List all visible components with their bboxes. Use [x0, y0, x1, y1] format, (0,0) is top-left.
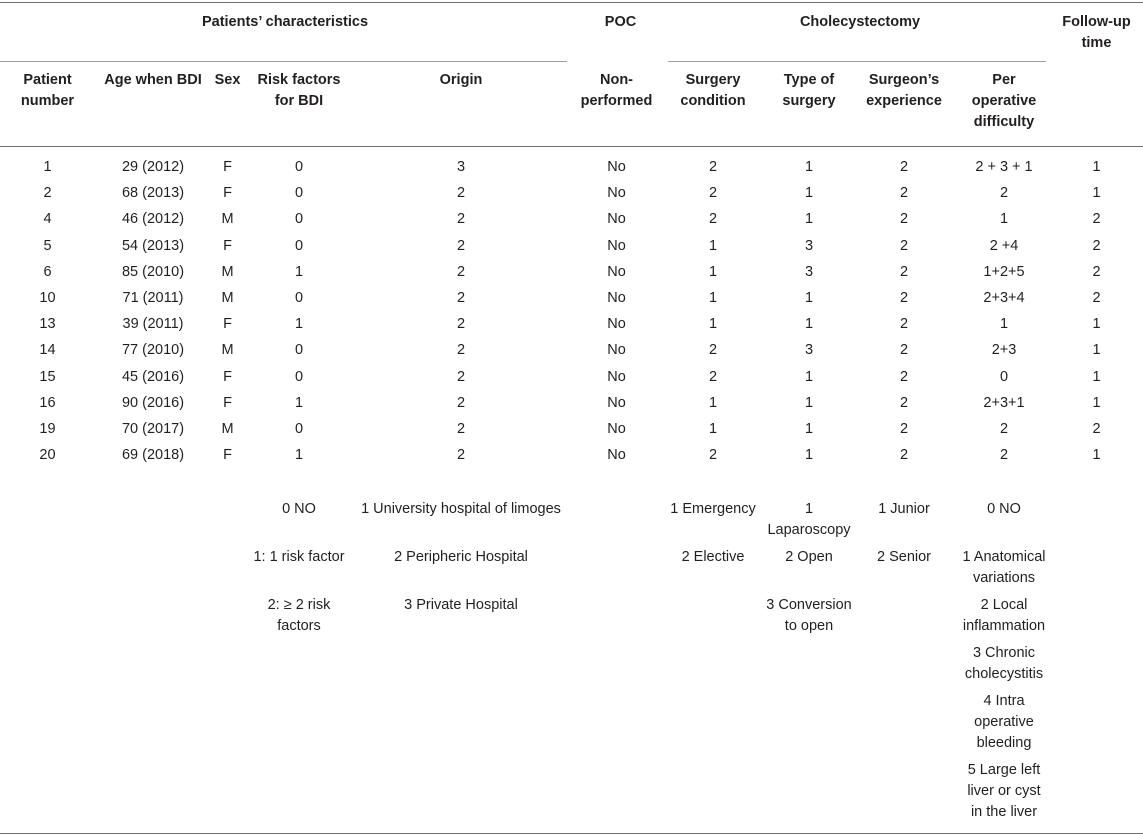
risk-factors-cell: 0 — [294, 237, 304, 254]
age-cell: 45 (2016) — [121, 368, 185, 385]
risk-factors-cell: 1 — [294, 447, 304, 464]
header-line: Patient — [23, 72, 72, 88]
legend-line: 1 — [804, 501, 814, 517]
follow-up-cell: 1 — [1092, 447, 1101, 464]
legend-origin-item — [353, 499, 569, 520]
surgeons-experience-cell: 2 — [899, 342, 909, 359]
surgeons-experience-cell: 2 — [899, 421, 909, 437]
patient-number-cell: 2 — [43, 185, 52, 202]
surgery-condition-cell: 2 — [708, 185, 718, 202]
type-of-surgery-cell: 1 — [804, 421, 814, 437]
surgeons-experience-cell: 2 — [899, 237, 909, 254]
legend-line: 2: ≥ 2 risk — [267, 597, 331, 613]
legend-condition-item — [664, 547, 762, 568]
difficulty-cell: 2 — [999, 185, 1009, 202]
legend-line: liver or cyst — [967, 783, 1041, 799]
risk-factors-cell: 1 — [294, 394, 304, 411]
follow-up-cell: 1 — [1092, 368, 1101, 385]
sex-cell: F — [223, 316, 232, 333]
patient-number-cell: 4 — [43, 211, 52, 228]
header-line: for BDI — [274, 93, 324, 109]
age-cell: 68 (2013) — [121, 185, 185, 202]
age-cell: 29 (2012) — [121, 159, 185, 175]
risk-factors-cell: 1 — [294, 316, 304, 333]
legend-condition-item — [664, 499, 762, 520]
age-cell: 90 (2016) — [121, 394, 185, 411]
surgery-condition-cell: 2 — [708, 211, 718, 228]
legend-line: 2 Peripheric Hospital — [394, 549, 528, 565]
poc-cell: No — [607, 211, 626, 228]
legend-origin-item — [353, 547, 569, 568]
type-of-surgery-cell: 1 — [804, 368, 814, 385]
header-line: Type of — [783, 72, 835, 88]
header-sex — [210, 70, 245, 91]
legend-line: operative — [974, 714, 1034, 730]
surgeons-experience-cell: 2 — [899, 394, 909, 411]
difficulty-cell: 2 +4 — [989, 237, 1019, 254]
legend-line: 1 Emergency — [670, 501, 756, 517]
header-bottom-rule — [0, 146, 1143, 147]
header-surgery-condition — [664, 70, 762, 112]
surgery-condition-cell: 1 — [708, 263, 718, 280]
risk-factors-cell: 0 — [294, 290, 304, 306]
difficulty-cell: 2+3+1 — [983, 394, 1025, 411]
follow-up-cell: 1 — [1092, 316, 1101, 333]
legend-line: in the liver — [970, 804, 1038, 820]
sex-cell: F — [223, 237, 232, 254]
poc-cell: No — [607, 421, 626, 437]
surgery-condition-cell: 2 — [708, 368, 718, 385]
sex-cell: M — [221, 290, 234, 306]
risk-factors-cell: 0 — [294, 368, 304, 385]
origin-cell: 2 — [456, 211, 466, 228]
risk-factors-cell: 0 — [294, 342, 304, 359]
legend-line: cholecystitis — [964, 666, 1044, 682]
difficulty-cell: 2 + 3 + 1 — [975, 159, 1033, 175]
legend-line: 1 Junior — [878, 501, 930, 517]
age-cell: 70 (2017) — [121, 421, 185, 437]
legend-line: 3 Conversion — [766, 597, 852, 613]
type-of-surgery-cell: 1 — [804, 211, 814, 228]
age-cell: 54 (2013) — [121, 237, 185, 254]
legend-line: 2 Local — [980, 597, 1028, 613]
risk-factors-cell: 0 — [294, 185, 304, 202]
difficulty-cell: 0 — [999, 368, 1009, 385]
legend-difficulty-item — [952, 760, 1056, 823]
follow-up-cell: 1 — [1092, 159, 1101, 175]
risk-factors-cell: 0 — [294, 421, 304, 437]
patients-group-underline — [0, 61, 567, 62]
poc-cell: No — [607, 316, 626, 333]
legend-type-item — [756, 595, 862, 637]
header-line: number — [20, 93, 75, 109]
origin-cell: 2 — [456, 394, 466, 411]
type-of-surgery-cell: 1 — [804, 447, 814, 464]
surgeons-experience-cell: 2 — [899, 368, 909, 385]
legend-line: 3 Chronic — [972, 645, 1036, 661]
legend-difficulty-item — [952, 547, 1056, 589]
header-origin — [353, 70, 569, 91]
type-of-surgery-cell: 3 — [804, 237, 814, 254]
legend-line: 2 Open — [785, 549, 833, 565]
legend-line: 2 Elective — [681, 549, 745, 565]
legend-line: bleeding — [976, 735, 1032, 751]
difficulty-cell: 1 — [999, 211, 1009, 228]
legend-experience-item — [856, 547, 952, 568]
surgery-condition-cell: 1 — [708, 394, 718, 411]
header-line: Surgery — [685, 72, 741, 88]
sex-cell: F — [223, 394, 232, 411]
difficulty-cell: 2 — [999, 421, 1009, 437]
surgery-condition-cell: 2 — [708, 342, 718, 359]
difficulty-cell: 1 — [999, 316, 1009, 333]
header-line: Sex — [214, 72, 241, 88]
patient-number-cell: 19 — [39, 421, 56, 437]
origin-cell: 2 — [456, 290, 466, 306]
header-per-operative-difficulty — [952, 70, 1056, 133]
age-cell: 39 (2011) — [122, 316, 184, 333]
difficulty-cell: 2 — [999, 447, 1009, 464]
sex-cell: M — [221, 342, 234, 359]
difficulty-cell: 1+2+5 — [983, 263, 1025, 280]
surgery-condition-cell: 2 — [708, 159, 718, 175]
follow-up-cell: 2 — [1092, 237, 1101, 254]
legend-line: 2 Senior — [876, 549, 931, 565]
legend-origin-item — [353, 595, 569, 616]
legend-line: 3 Private Hospital — [404, 597, 518, 613]
header-line: surgery — [782, 93, 836, 109]
patient-number-cell: 15 — [39, 368, 56, 385]
poc-cell: No — [607, 368, 626, 385]
header-line: Risk factors — [257, 72, 341, 88]
risk-factors-cell: 0 — [294, 211, 304, 228]
surgeons-experience-cell: 2 — [899, 263, 909, 280]
sex-cell: F — [223, 368, 232, 385]
sex-cell: M — [221, 211, 234, 228]
header-line: Age when BDI — [104, 72, 202, 88]
legend-type-item — [756, 499, 862, 541]
surgery-condition-cell: 2 — [708, 447, 718, 464]
legend-line: Laparoscopy — [767, 522, 851, 538]
header-follow-up-line: time — [1081, 35, 1112, 51]
legend-difficulty-item — [952, 691, 1056, 754]
legend-line: variations — [972, 570, 1036, 586]
follow-up-cell: 1 — [1092, 185, 1101, 202]
legend-line: 1: 1 risk factor — [253, 549, 345, 565]
header-line: Per — [992, 72, 1016, 88]
age-cell: 77 (2010) — [121, 342, 185, 359]
sex-cell: F — [223, 185, 232, 202]
header-follow-up-line: Follow-up — [1062, 14, 1131, 30]
surgeons-experience-cell: 2 — [899, 447, 909, 464]
group-poc: POC — [604, 14, 637, 30]
header-line: experience — [866, 93, 942, 109]
origin-cell: 2 — [456, 263, 466, 280]
sex-cell: M — [221, 421, 234, 437]
origin-cell: 2 — [456, 447, 466, 464]
legend-difficulty-item — [952, 595, 1056, 637]
age-cell: 69 (2018) — [121, 447, 185, 464]
risk-factors-cell: 0 — [294, 159, 304, 175]
header-line: Non- — [599, 72, 633, 88]
surgery-condition-cell: 1 — [708, 421, 718, 437]
surgeons-experience-cell: 2 — [899, 211, 909, 228]
origin-cell: 3 — [456, 159, 466, 175]
surgeons-experience-cell: 2 — [899, 316, 909, 333]
surgeons-experience-cell: 2 — [899, 159, 909, 175]
header-risk-factors — [245, 70, 353, 112]
sex-cell: M — [221, 263, 234, 280]
age-cell: 46 (2012) — [121, 211, 185, 228]
header-line: operative — [971, 93, 1037, 109]
cholecystectomy-group-underline — [668, 61, 1046, 62]
origin-cell: 2 — [456, 237, 466, 254]
origin-cell: 2 — [456, 421, 466, 437]
header-line: performed — [580, 93, 653, 109]
follow-up-cell: 2 — [1092, 421, 1101, 437]
poc-cell: No — [607, 159, 626, 175]
origin-cell: 2 — [456, 368, 466, 385]
legend-line: 0 NO — [282, 501, 316, 517]
header-line: difficulty — [973, 114, 1035, 130]
patient-number-cell: 6 — [43, 263, 52, 280]
origin-cell: 2 — [456, 185, 466, 202]
patient-number-cell: 1 — [43, 159, 52, 175]
difficulty-cell: 2+3+4 — [983, 290, 1025, 306]
legend-line: 5 Large left — [967, 762, 1041, 778]
legend-difficulty-item — [952, 643, 1056, 685]
poc-cell: No — [607, 342, 626, 359]
surgeons-experience-cell: 2 — [899, 290, 909, 306]
legend-risk-item — [245, 547, 353, 568]
type-of-surgery-cell: 1 — [804, 290, 814, 306]
header-patient-number — [0, 70, 95, 112]
patient-number-cell: 14 — [39, 342, 56, 359]
group-cholecystectomy: Cholecystectomy — [799, 14, 921, 30]
poc-cell: No — [607, 394, 626, 411]
table-bottom-rule — [0, 833, 1143, 834]
legend-line: factors — [277, 618, 321, 634]
legend-risk-item — [245, 499, 353, 520]
type-of-surgery-cell: 1 — [804, 394, 814, 411]
header-line: condition — [680, 93, 746, 109]
risk-factors-cell: 1 — [294, 263, 304, 280]
patient-number-cell: 13 — [39, 316, 56, 333]
header-line: Origin — [439, 72, 483, 88]
poc-cell: No — [607, 263, 626, 280]
follow-up-cell: 1 — [1092, 342, 1101, 359]
patient-number-cell: 16 — [39, 394, 56, 411]
type-of-surgery-cell: 1 — [804, 159, 814, 175]
surgery-condition-cell: 1 — [708, 237, 718, 254]
surgery-condition-cell: 1 — [708, 290, 718, 306]
age-cell: 71 (2011) — [122, 290, 184, 306]
header-poc-non-performed — [569, 70, 664, 112]
legend-difficulty-item — [952, 499, 1056, 520]
type-of-surgery-cell: 1 — [804, 185, 814, 202]
follow-up-cell: 1 — [1092, 394, 1101, 411]
age-cell: 85 (2010) — [121, 263, 185, 280]
poc-cell: No — [607, 290, 626, 306]
legend-line: 1 Anatomical — [962, 549, 1046, 565]
difficulty-cell: 2+3 — [991, 342, 1017, 359]
patient-number-cell: 10 — [39, 290, 56, 306]
header-follow-up-time — [1050, 12, 1143, 54]
type-of-surgery-cell: 3 — [804, 263, 814, 280]
header-age — [96, 70, 210, 91]
follow-up-cell: 2 — [1092, 211, 1101, 228]
legend-type-item — [756, 547, 862, 568]
poc-cell: No — [607, 237, 626, 254]
poc-cell: No — [607, 447, 626, 464]
type-of-surgery-cell: 1 — [804, 316, 814, 333]
patient-number-cell: 5 — [43, 237, 52, 254]
origin-cell: 2 — [456, 316, 466, 333]
header-type-of-surgery — [762, 70, 856, 112]
poc-cell: No — [607, 185, 626, 202]
follow-up-cell: 2 — [1092, 263, 1101, 280]
surgeons-experience-cell: 2 — [899, 185, 909, 202]
legend-line: to open — [784, 618, 834, 634]
legend-risk-item — [245, 595, 353, 637]
follow-up-cell: 2 — [1092, 290, 1101, 306]
header-line: Surgeon’s — [868, 72, 940, 88]
legend-line: inflammation — [962, 618, 1046, 634]
legend-line: 4 Intra — [983, 693, 1025, 709]
header-surgeons-experience — [856, 70, 952, 112]
origin-cell: 2 — [456, 342, 466, 359]
legend-line: 0 NO — [987, 501, 1021, 517]
table-top-rule — [0, 2, 1143, 3]
sex-cell: F — [223, 447, 232, 464]
legend-line: 1 University hospital of limoges — [361, 501, 561, 517]
legend-experience-item — [856, 499, 952, 520]
sex-cell: F — [223, 159, 232, 175]
surgery-condition-cell: 1 — [708, 316, 718, 333]
group-patients-characteristics: Patients’ characteristics — [201, 14, 369, 30]
patient-number-cell: 20 — [39, 447, 56, 464]
type-of-surgery-cell: 3 — [804, 342, 814, 359]
